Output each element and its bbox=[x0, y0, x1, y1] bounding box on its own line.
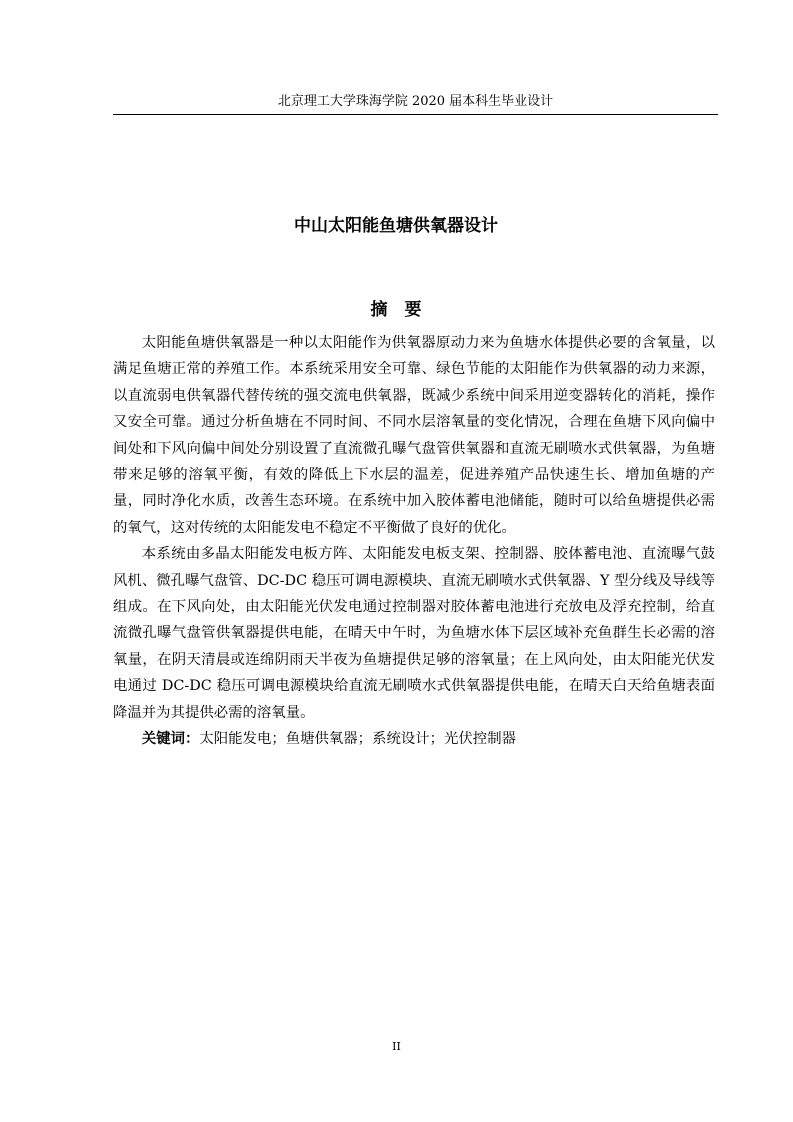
abstract-heading: 摘 要 bbox=[370, 300, 422, 320]
keywords-label: 关键词： bbox=[141, 731, 200, 748]
page-header-text: 北京理工大学珠海学院 2020 届本科生毕业设计 bbox=[277, 94, 554, 109]
document-title: 中山太阳能鱼塘供氧器设计 bbox=[294, 216, 498, 236]
page-number: II bbox=[392, 1040, 401, 1053]
keywords-line bbox=[113, 726, 715, 752]
page-header bbox=[113, 94, 718, 115]
abstract-body bbox=[113, 330, 715, 753]
abstract-paragraph: 太阳能鱼塘供氧器是一种以太阳能作为供氧器原动力来为鱼塘水体提供必要的含氧量，以满足鱼塘正常的养殖工作。本系统采用安全可靠、绿色节能的太阳能作为供氧器的动力来源，以直流弱电供氧器代替传统的强交流电供氧器，既减少系统中间采用逆变器转化的消耗，操作又安全可靠。通过分析鱼塘在不同时间、不同水层溶氧量的变化情况，合理在鱼塘下风向偏中间处和下风向偏中间处分别设置了直流微孔曝气盘管供氧器和直流无刷喷水式供氧器，为鱼塘带来足够的溶氧平衡，有效的降低上下水层的温差，促进养殖产品快速生长、增加鱼塘的产量，同时净化水质，改善生态环境。在系统中加入胶体蓄电池储能，随时可以给鱼塘提供必需的氧气，这对传统的太阳能发电不稳定不平衡做了良好的优化。 bbox=[113, 335, 715, 536]
abstract-paragraph: 本系统由多晶太阳能发电板方阵、太阳能发电板支架、控制器、胶体蓄电池、直流曝气鼓风机、微孔曝气盘管、DC-DC 稳压可调电源模块、直流无刷喷水式供氧器、Y 型分线及导线等组成。在下风向处，由太阳能光伏发电通过控制器对胶体蓄电池进行充放电及浮充控制，给直流微孔曝气盘管供氧器提供电能，在晴天中午时，为鱼塘水体下层区域补充鱼群生长必需的溶氧量，在阴天清晨或连绵阴雨天半夜为鱼塘提供足够的溶氧量；在上风向处，由太阳能光伏发电通过 DC-DC 稳压可调电源模块给直流无刷喷水式供氧器提供电能，在晴天白天给鱼塘表面降温并为其提供必需的溶氧量。 bbox=[113, 546, 715, 721]
keywords-value: 太阳能发电；鱼塘供氧器；系统设计；光伏控制器 bbox=[199, 731, 516, 748]
